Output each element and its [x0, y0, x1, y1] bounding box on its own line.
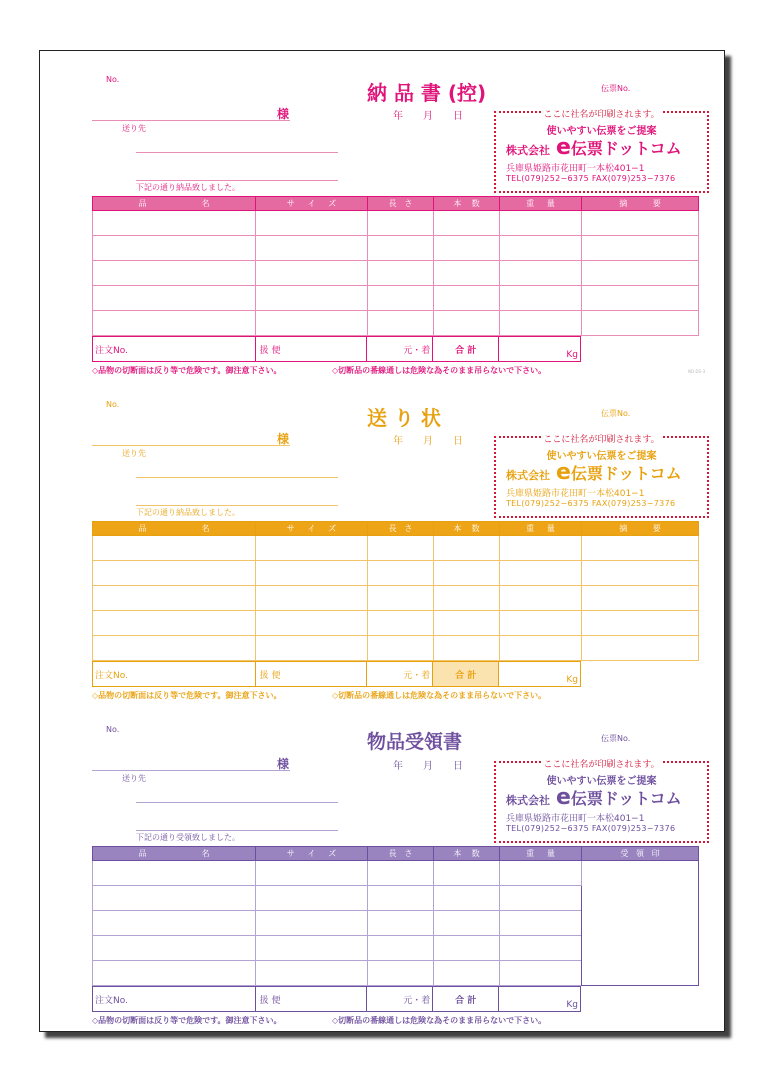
company-tagline: 使いやすい伝票をご提案 [546, 126, 657, 137]
company-box [494, 436, 709, 518]
kg-label: Kg [499, 337, 581, 362]
footer-row [92, 336, 581, 362]
month-label: 月 [423, 436, 433, 447]
address-line-1 [136, 477, 338, 478]
total-label: 合 計 [433, 987, 499, 1012]
okurisaki-label: 送り先 [122, 449, 146, 458]
kg-label: Kg [499, 662, 581, 687]
date-fields [383, 757, 473, 772]
item-table: 品 名 サ イ ズ 長 さ 本 数 重 量 受 領 印 [92, 846, 699, 986]
company-tagline: 使いやすい伝票をご提案 [546, 776, 657, 787]
total-label: 合 計 [433, 337, 499, 362]
order-no-label: 注文No. [93, 337, 256, 362]
company-tel-fax: TEL(079)252−6375 FAX(079)253−7376 [506, 824, 676, 833]
caution-note-2: ◇切断品の番線通しは危険な為そのまま吊らないで下さい。 [332, 366, 547, 375]
day-label: 日 [453, 436, 463, 447]
section-receipt [40, 701, 724, 1025]
table-row [93, 861, 699, 886]
moto-chaku-label: 元・着 [367, 337, 433, 362]
day-label: 日 [453, 111, 463, 122]
table-row [93, 561, 699, 586]
stamp-cell [582, 861, 699, 986]
slip-sheet [39, 50, 725, 1032]
table-row [93, 536, 699, 561]
no-label: No. [106, 75, 120, 84]
table-row [93, 211, 699, 236]
item-table: 品 名 サ イ ズ 長 さ 本 数 重 量 摘 要 [92, 196, 699, 336]
e-logo: e [556, 135, 571, 160]
month-label: 月 [423, 761, 433, 772]
sama-label: 様 [277, 757, 290, 771]
no-label: No. [106, 400, 120, 409]
company-name: 株式会社 e伝票ドットコム [506, 135, 682, 160]
company-print-note: ここに社名が印刷されます。 [543, 110, 660, 120]
company-tel-fax: TEL(079)252−6375 FAX(079)253−7376 [506, 174, 676, 183]
section-delivery-note [40, 51, 724, 375]
sama-label: 様 [277, 107, 290, 121]
order-no-label: 注文No. [93, 987, 256, 1012]
moto-chaku-label: 元・着 [367, 987, 433, 1012]
day-label: 日 [453, 761, 463, 772]
year-label: 年 [393, 111, 403, 122]
okurisaki-label: 送り先 [122, 124, 146, 133]
form-code: ND-DS-3 [688, 369, 706, 374]
company-name: 株式会社 e伝票ドットコム [506, 460, 682, 485]
company-tel-fax: TEL(079)252−6375 FAX(079)253−7376 [506, 499, 676, 508]
table-row [93, 311, 699, 336]
table-row [93, 636, 699, 661]
month-label: 月 [423, 111, 433, 122]
company-box [494, 761, 709, 843]
moto-chaku-label: 元・着 [367, 662, 433, 687]
company-name: 株式会社 e伝票ドットコム [506, 785, 682, 810]
notice-text: 下記の通り納品致しました。 [136, 508, 240, 517]
company-address: 兵庫県姫路市花田町一本松401−1 [506, 164, 645, 174]
date-fields [383, 107, 473, 122]
footer-row [92, 986, 581, 1012]
kind-label: 扱 便 [255, 987, 367, 1012]
table-row [93, 286, 699, 311]
date-fields [383, 432, 473, 447]
caution-note-2: ◇切断品の番線通しは危険な為そのまま吊らないで下さい。 [332, 1016, 547, 1025]
caution-note-2: ◇切断品の番線通しは危険な為そのまま吊らないで下さい。 [332, 691, 547, 700]
table-row [93, 586, 699, 611]
recipient-line [92, 445, 290, 446]
caution-note-1: ◇品物の切断面は反り等で危険です。御注意下さい。 [92, 691, 282, 700]
denpyo-no-label: 伝票No. [601, 84, 631, 93]
company-tagline: 使いやすい伝票をご提案 [546, 451, 657, 462]
total-label: 合 計 [433, 662, 499, 687]
company-address: 兵庫県姫路市花田町一本松401−1 [506, 489, 645, 499]
company-address: 兵庫県姫路市花田町一本松401−1 [506, 814, 645, 824]
denpyo-no-label: 伝票No. [601, 734, 631, 743]
company-print-note: ここに社名が印刷されます。 [543, 435, 660, 445]
address-line-2 [136, 505, 338, 506]
footer-row [92, 661, 581, 687]
year-label: 年 [393, 761, 403, 772]
item-table: 品 名 サ イ ズ 長 さ 本 数 重 量 摘 要 [92, 521, 699, 661]
okurisaki-label: 送り先 [122, 774, 146, 783]
section-invoice [40, 376, 724, 700]
section-title: 納 品 書 (控) [367, 81, 487, 105]
table-row [93, 236, 699, 261]
caution-note-1: ◇品物の切断面は反り等で危険です。御注意下さい。 [92, 1016, 282, 1025]
company-box [494, 111, 709, 193]
year-label: 年 [393, 436, 403, 447]
section-title: 送 り 状 [367, 406, 441, 430]
address-line-1 [136, 152, 338, 153]
e-logo: e [556, 460, 571, 485]
no-label: No. [106, 725, 120, 734]
company-print-note: ここに社名が印刷されます。 [543, 760, 660, 770]
kg-label: Kg [499, 987, 581, 1012]
order-no-label: 注文No. [93, 662, 256, 687]
kind-label: 扱 便 [255, 662, 367, 687]
recipient-line [92, 770, 290, 771]
caution-note-1: ◇品物の切断面は反り等で危険です。御注意下さい。 [92, 366, 282, 375]
address-line-1 [136, 802, 338, 803]
notice-text: 下記の通り納品致しました。 [136, 183, 240, 192]
table-row [93, 261, 699, 286]
address-line-2 [136, 830, 338, 831]
kind-label: 扱 便 [255, 337, 367, 362]
address-line-2 [136, 180, 338, 181]
table-row [93, 611, 699, 636]
e-logo: e [556, 785, 571, 810]
sama-label: 様 [277, 432, 290, 446]
notice-text: 下記の通り受領致しました。 [136, 833, 240, 842]
recipient-line [92, 120, 290, 121]
section-title: 物品受領書 [367, 731, 463, 753]
denpyo-no-label: 伝票No. [601, 409, 631, 418]
